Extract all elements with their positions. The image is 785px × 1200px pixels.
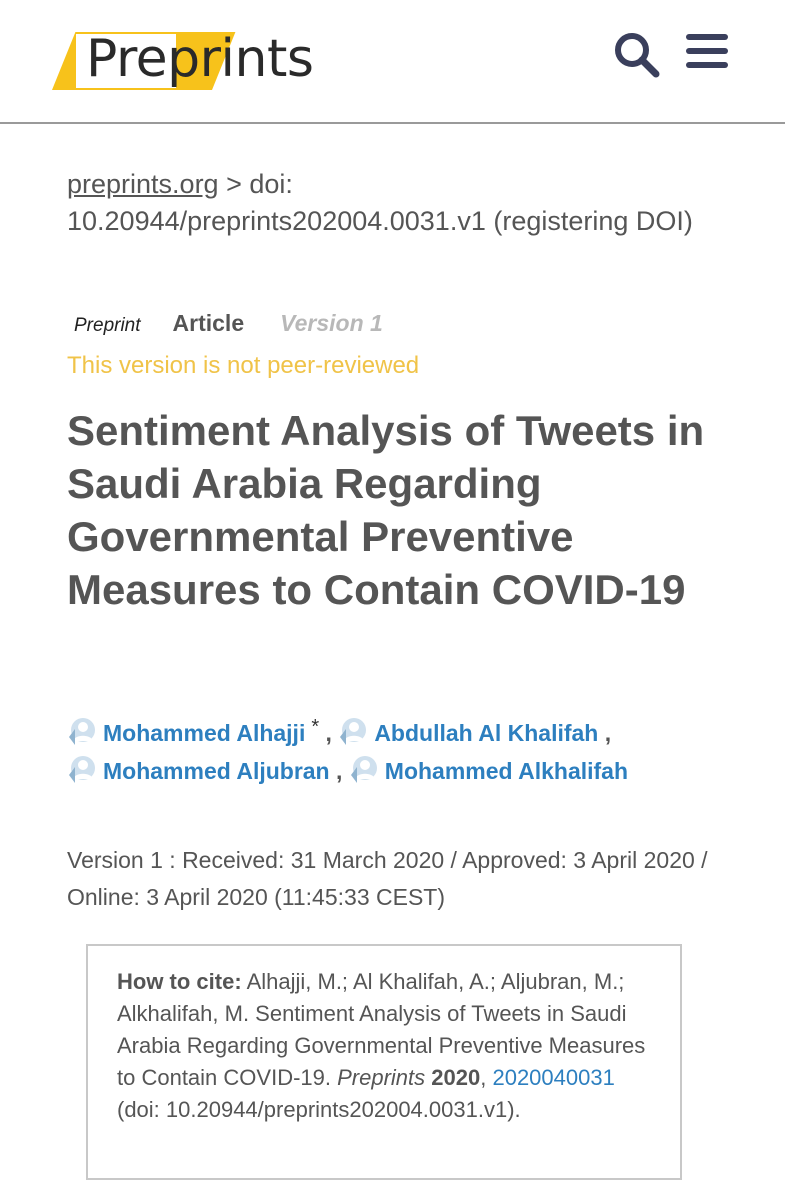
version-label: Version 1 <box>280 310 383 336</box>
search-button[interactable] <box>612 30 662 80</box>
preprint-type-label: Preprint <box>74 315 141 336</box>
author-link[interactable]: Mohammed Alhajji <box>103 720 306 746</box>
cite-doi: (doi: 10.20944/preprints202004.0031.v1). <box>117 1097 521 1122</box>
logo-text-prints: prints <box>167 29 314 89</box>
cite-label: How to cite: <box>117 969 242 994</box>
cite-article-link[interactable]: 2020040031 <box>492 1065 615 1090</box>
author-link[interactable]: Mohammed Alkhalifah <box>384 758 629 784</box>
author-profile-icon <box>67 717 99 747</box>
author-list: Mohammed Alhajji * , Abdullah Al Khalifah , Mohammed Aljubran , Mohammed Alkhalifah <box>67 708 727 790</box>
version-dates: Version 1 : Received: 31 March 2020 / Approved: 3 April 2020 / Online: 3 April 2020 (11:45:33 CEST) <box>67 847 708 910</box>
article-meta <box>74 310 383 342</box>
peer-review-notice: This version is not peer-reviewed <box>67 352 420 379</box>
article-title: Sentiment Analysis of Tweets in Saudi Arabia Regarding Governmental Preventive Measures to Contain COVID-19 <box>67 407 705 613</box>
author-profile-icon <box>349 755 381 785</box>
cite-journal: Preprints <box>337 1065 426 1090</box>
author-link[interactable]: Abdullah Al Khalifah <box>374 720 599 746</box>
breadcrumb-doi: > doi: 10.20944/preprints202004.0031.v1 (registering DOI) <box>67 169 693 236</box>
breadcrumb <box>67 166 717 240</box>
author-profile-icon <box>338 717 370 747</box>
how-to-cite-box <box>86 944 682 1180</box>
preprints-logo[interactable] <box>52 26 352 96</box>
breadcrumb-home-link[interactable]: preprints.org <box>67 169 219 199</box>
menu-icon <box>684 32 730 72</box>
cite-year: 2020 <box>431 1065 481 1090</box>
author-profile-icon <box>67 755 99 785</box>
search-icon <box>612 30 662 80</box>
cite-body: Alhajji, M.; Al Khalifah, A.; Aljubran, M.; Alkhalifah, M. Sentiment Analysis of Tweets in Saudi Arabia Regarding Governmental Preventive Measures to Contain COVID-19. <box>117 969 646 1090</box>
menu-button[interactable] <box>684 32 730 72</box>
author-link[interactable]: Mohammed Aljubran <box>103 758 330 784</box>
logo-text-pre: Pre <box>86 29 168 89</box>
citation-text: How to cite: Alhajji, M.; Al Khalifah, A.; Aljubran, M.; Alkhalifah, M. Sentiment Analysis of Tweets in Saudi Arabia Regarding Governmental Preventive Measures to Contain COVID-19. Preprints 2020, 2020040031 (doi: 10.20944/preprints202004.0031.v1). <box>117 969 646 1122</box>
article-type-label: Article <box>172 310 245 336</box>
site-header <box>0 0 785 124</box>
corresponding-author-mark: * <box>311 716 320 738</box>
